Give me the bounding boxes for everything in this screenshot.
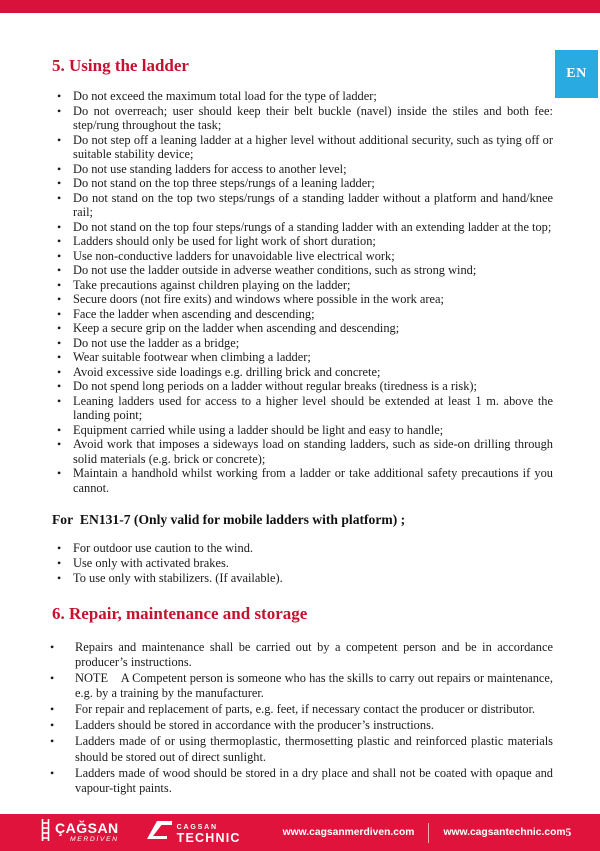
- merdiven-url-link[interactable]: www.cagsanmerdiven.com: [282, 827, 415, 838]
- technic-brand-bottom: TECHNIC: [176, 830, 241, 845]
- bullet-item: • Do not stand on the top two steps/rungs of a standing ladder without a platform and hand/knee rail;: [52, 191, 553, 220]
- bullet-item: • Do not stand on the top three steps/rungs of a leaning ladder;: [52, 176, 553, 191]
- language-badge: [555, 50, 598, 98]
- section6-title: 6. Repair, maintenance and storage: [52, 603, 308, 623]
- footer-url-divider: [428, 823, 429, 843]
- bullet-item: • Leaning ladders used for access to a higher level should be extended at least 1 m. above the landing point;: [52, 394, 553, 423]
- bullet-item: • Do not use the ladder as a bridge;: [52, 336, 553, 351]
- section6-bullet-list: [48, 640, 553, 796]
- bullet-item: • Use non-conductive ladders for unavoidable live electrical work;: [52, 249, 553, 264]
- technic-logo-text: [177, 824, 241, 845]
- bullet-item: • Ladders made of or using thermoplastic, thermosetting plastic and reinforced plastic materials should be stored out of direct sunlight.: [48, 734, 553, 764]
- footer-urls: [283, 823, 566, 843]
- bullet-item: • Take precautions against children playing on the ladder;: [52, 278, 553, 293]
- bullet-item: • Do not exceed the maximum total load for the type of ladder;: [52, 89, 553, 104]
- page-content: [52, 56, 553, 797]
- en131-bullet-list: [52, 541, 553, 586]
- bullet-item: • Do not overreach; user should keep their belt buckle (navel) inside the stiles and both fee: step/rung throughout the task;: [52, 104, 553, 133]
- technic-logo-icon: [147, 821, 173, 844]
- bullet-item: • Do not stand on the top four steps/rungs of a standing ladder with an extending ladder at the top;: [52, 220, 553, 235]
- ladder-icon: [40, 818, 51, 847]
- merdiven-brand-sub: MERDİVEN: [69, 836, 119, 844]
- bullet-item: • Do not step off a leaning ladder at a higher level without additional security, such as tying off or suitable stability device;: [52, 133, 553, 162]
- bullet-item: • Ladders should only be used for light work of short duration;: [52, 234, 553, 249]
- footer-bar: [0, 814, 600, 851]
- bullet-item: • Maintain a handhold whilst working from a ladder or take additional safety precautions if you cannot.: [52, 466, 553, 495]
- bullet-item: • Avoid work that imposes a sideways load on standing ladders, such as side-on drilling through solid materials (e.g. brick or concrete);: [52, 437, 553, 466]
- section5-title: 5. Using the ladder: [52, 56, 189, 75]
- bullet-item: • Ladders made of wood should be stored in a dry place and shall not be coated with opaque and vapour-tight paints.: [48, 766, 553, 796]
- language-badge-label: EN: [566, 66, 587, 81]
- bullet-item: • For repair and replacement of parts, e.g. feet, if necessary contact the producer or distributor.: [48, 702, 553, 717]
- bullet-item: • For outdoor use caution to the wind.: [52, 541, 553, 556]
- bullet-item: • Use only with activated brakes.: [52, 556, 553, 571]
- cagsan-merdiven-logo: [40, 818, 119, 847]
- cagsan-technic-logo: [147, 821, 241, 844]
- bullet-item: • Face the ladder when ascending and descending;: [52, 307, 553, 322]
- top-accent-bar: [0, 0, 600, 13]
- bullet-item: • Do not spend long periods on a ladder without regular breaks (tiredness is a risk);: [52, 379, 553, 394]
- technic-url-link[interactable]: www.cagsantechnic.com: [443, 827, 566, 838]
- bullet-item: • Wear suitable footwear when climbing a ladder;: [52, 350, 553, 365]
- bullet-item: • Keep a secure grip on the ladder when ascending and descending;: [52, 321, 553, 336]
- bullet-item: • Do not use standing ladders for access to another level;: [52, 162, 553, 177]
- bullet-item: • Do not use the ladder outside in adverse weather conditions, such as strong wind;: [52, 263, 553, 278]
- bullet-item: • Equipment carried while using a ladder should be light and easy to handle;: [52, 423, 553, 438]
- merdiven-brand-name: ÇAĞSAN: [55, 820, 119, 837]
- bullet-item: • Ladders should be stored in accordance with the producer’s instructions.: [48, 718, 553, 733]
- en131-subsection-title: For EN131-7 (Only valid for mobile ladders with platform) ;: [52, 512, 406, 527]
- merdiven-logo-text: [55, 821, 119, 844]
- technic-brand-top: CAGSAN: [176, 823, 218, 831]
- bullet-item: • Secure doors (not fire exits) and windows where possible in the work area;: [52, 292, 553, 307]
- page-number: 5: [565, 826, 572, 839]
- bullet-item: • Avoid excessive side loadings e.g. drilling brick and concrete;: [52, 365, 553, 380]
- bullet-item: • Repairs and maintenance shall be carried out by a competent person and be in accordance producer’s instructions.: [48, 640, 553, 670]
- bullet-item: • NOTE A Competent person is someone who has the skills to carry out repairs or maintenance, e.g. by a training by the manufacturer.: [48, 671, 553, 701]
- bullet-item: • To use only with stabilizers. (If available).: [52, 571, 553, 586]
- section5-bullet-list: [52, 89, 553, 495]
